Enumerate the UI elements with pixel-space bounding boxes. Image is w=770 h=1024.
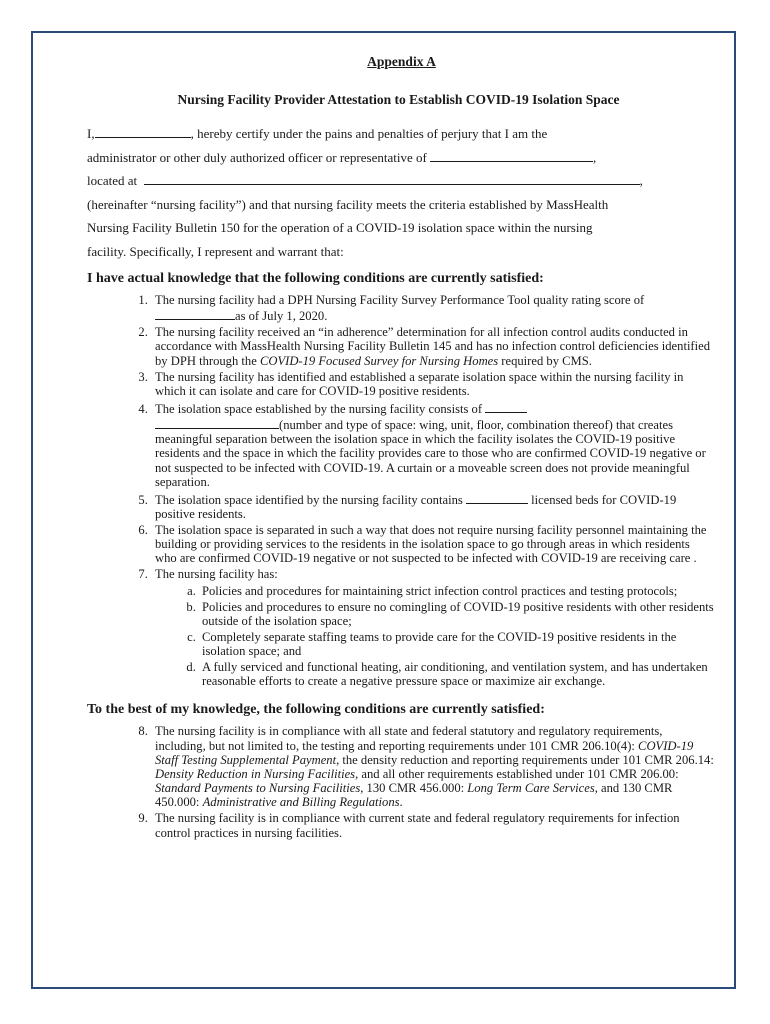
attestation-line-4: (hereinafter “nursing facility”) and that nursing facility meets the criteria established by MassHealth <box>87 196 609 212</box>
item-text-italic: Standard Payments to Nursing Facilities <box>155 781 361 796</box>
list-item <box>151 400 714 489</box>
list-item <box>151 325 714 368</box>
list-item: 9. The nursing facility is in compliance with current state and federal regulatory requirements for infection control practices in nursing facilities. <box>151 811 714 839</box>
name-blank <box>95 123 191 138</box>
list-item <box>151 491 714 521</box>
attestation-text: I, <box>87 126 95 141</box>
attestation-text: , hereby certify under the pains and penalties of perjury that I am the <box>190 126 548 141</box>
attestation-line-5: Nursing Facility Bulletin 150 for the operation of a COVID-19 isolation space within the nursing <box>87 220 593 235</box>
attestation-line-1 <box>87 122 714 146</box>
attestation-line-2 <box>87 146 714 170</box>
item-text-italic: Administrative and Billing Regulations <box>202 795 400 810</box>
rating-blank <box>155 307 235 320</box>
beds-blank <box>466 491 528 504</box>
sub-list-item: d. A fully serviced and functional heating, air conditioning, and ventilation system, and has undertaken reasonable efforts to create a negative pressure space or maximize air exchange. <box>199 660 714 688</box>
sub-list-item: c. Completely separate staffing teams to provide care for the COVID-19 positive residents in the isolation space; and <box>199 630 714 658</box>
item-text: as of July 1, 2020. <box>235 309 328 324</box>
item-text: , 130 CMR 456.000: <box>360 781 468 796</box>
document-page <box>31 31 736 989</box>
list-item: 3. The nursing facility has identified and established a separate isolation space within the nursing facility in which it can isolate and care for COVID-19 positive residents. <box>151 370 714 398</box>
item-text: The nursing facility received an “in adherence” determination for all infection control audits conducted in accordance with MassHealth Nursing Facility Bulletin 145 and has no infection control deficiencies identified by DPH through the <box>155 325 711 368</box>
item-text: , the density reduction and reporting requirements under 101 CMR 206.14: <box>336 752 714 767</box>
facility-name-blank <box>430 147 593 162</box>
document-content <box>89 53 714 842</box>
item-text: , and all other requirements established under 101 CMR 206.00: <box>355 767 679 782</box>
item-text: The nursing facility had a DPH Nursing Facility Survey Performance Tool quality rating score of <box>155 293 645 307</box>
list-item <box>151 724 714 809</box>
attestation-text: , <box>593 149 597 165</box>
item-text: The isolation space identified by the nursing facility contains <box>155 492 463 507</box>
list-item <box>151 567 714 688</box>
item-text: (number and type of space: wing, unit, floor, combination thereof) that creates meaningful separation between the isolation space in which the facility isolates the COVID-19 positive residents and the space in which the facility provides care to those who are confirmed COVID-19 negative or not suspected to be infected with COVID-19. A curtain or a moveable screen does not provide meaningful separation. <box>155 418 706 489</box>
facility-address-blank <box>144 170 640 185</box>
attestation-line-6: facility. Specifically, I represent and warrant that: <box>87 243 344 259</box>
conditions-list <box>89 293 714 688</box>
list-item <box>151 293 714 323</box>
item-text-italic: Long Term Care Services <box>467 781 595 796</box>
sub-list-item: a. Policies and procedures for maintaining strict infection control practices and testing protocols; <box>199 584 714 598</box>
section-heading-actual-knowledge: I have actual knowledge that the following conditions are currently satisfied: <box>87 271 544 286</box>
space-blank-1 <box>485 400 527 413</box>
item-text: licensed beds for COVID-19 positive residents. <box>155 492 677 522</box>
attestation-paragraph <box>87 122 714 263</box>
section-heading-best-knowledge: To the best of my knowledge, the following conditions are currently satisfied: <box>87 702 545 718</box>
sub-conditions-list <box>155 584 714 689</box>
item-text-italic: COVID-19 Focused Survey for Nursing Homes <box>259 353 499 368</box>
item-text: The nursing facility is in compliance with all state and federal statutory and regulatory requirements, including, but not limited to, the testing and reporting requirements under 101 CMR 206.10(4): <box>155 724 663 753</box>
item-text: required by CMS. <box>498 353 592 368</box>
document-title: Nursing Facility Provider Attestation to Establish COVID-19 Isolation Space <box>177 92 620 107</box>
conditions-list-2 <box>89 724 714 839</box>
item-text: The nursing facility has: <box>155 567 278 582</box>
item-text-italic: Density Reduction in Nursing Facilities <box>155 767 356 782</box>
space-blank-2 <box>155 416 279 429</box>
list-item: 6. The isolation space is separated in such a way that does not require nursing facility personnel maintaining the building or providing services to the residents in the isolation space to go through areas in which residents who are confirmed COVID-19 negative or not suspected to be infected with COVID-19 are receiving care . <box>151 523 714 566</box>
item-text: , and 130 CMR 450.000: <box>155 781 673 810</box>
sub-list-item: b. Policies and procedures to ensure no comingling of COVID-19 positive residents with other residents outside of the isolation space; <box>199 600 714 628</box>
appendix-heading: Appendix A <box>367 54 436 69</box>
item-text: The isolation space established by the nursing facility consists of <box>155 401 483 416</box>
attestation-text: located at <box>87 173 138 188</box>
attestation-text: , <box>639 173 643 188</box>
attestation-text: administrator or other duly authorized officer or representative of <box>87 149 427 165</box>
item-text: . <box>399 795 403 810</box>
attestation-line-3 <box>87 169 714 193</box>
item-text-italic: COVID-19 Staff Testing Supplemental Payment <box>155 738 694 767</box>
